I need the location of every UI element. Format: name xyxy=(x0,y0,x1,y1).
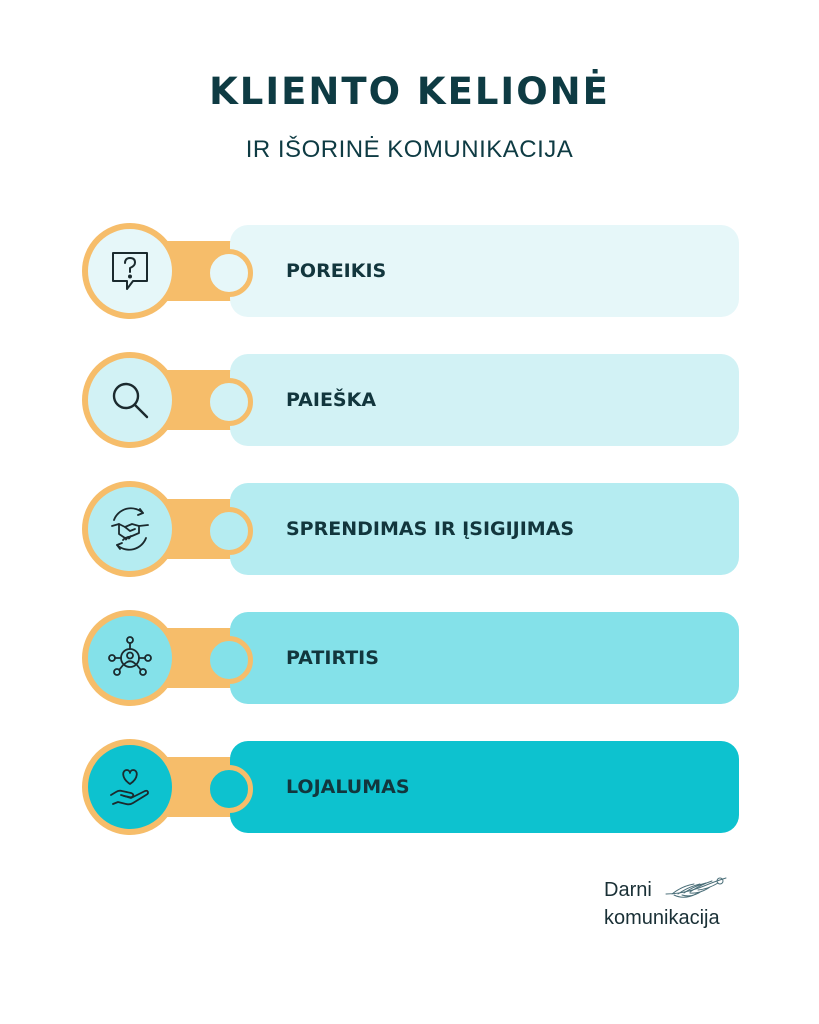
question-bubble-icon xyxy=(107,248,153,294)
step-label: SPRENDIMAS IR ĮSIGIJIMAS xyxy=(286,518,575,540)
magnifier-icon xyxy=(107,377,153,423)
network-user-icon xyxy=(107,635,153,681)
hand-heart-icon xyxy=(107,764,153,810)
step-patirtis xyxy=(0,608,819,708)
handshake-icon xyxy=(105,504,155,554)
step-connector-dot xyxy=(205,378,253,426)
step-icon-circle xyxy=(82,739,178,835)
step-icon-circle xyxy=(82,610,178,706)
step-label: POREIKIS xyxy=(286,260,387,282)
step-label: PATIRTIS xyxy=(286,647,379,669)
step-lojalumas xyxy=(0,737,819,837)
step-icon-circle xyxy=(82,481,178,577)
step-connector-dot xyxy=(205,636,253,684)
step-icon-circle xyxy=(82,352,178,448)
step-poreikis xyxy=(0,221,819,321)
step-paieska xyxy=(0,350,819,450)
brand-line-1: Darni xyxy=(604,879,652,901)
page-subtitle: IR IŠORINĖ KOMUNIKACIJA xyxy=(245,136,574,163)
step-connector-dot xyxy=(205,507,253,555)
step-label: LOJALUMAS xyxy=(286,776,410,798)
brand-line-2: komunikacija xyxy=(604,907,720,929)
step-label: PAIEŠKA xyxy=(286,389,377,411)
feather-icon xyxy=(664,874,728,904)
step-icon-circle xyxy=(82,223,178,319)
step-sprendimas xyxy=(0,479,819,579)
step-connector-dot xyxy=(205,765,253,813)
page-title: KLIENTO KELIONĖ xyxy=(209,70,610,113)
step-connector-dot xyxy=(205,249,253,297)
